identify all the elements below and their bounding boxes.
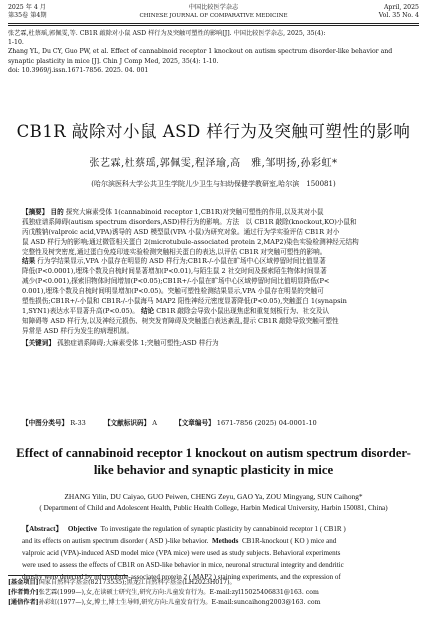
abstract-en-line: were used to assess the effects of CB1R on ASD-like behavior in mice, neuronal structural integrity and dendritic [22, 561, 344, 569]
abstract-cn [22, 208, 404, 348]
citation-en: Zhang YL, Du CY, Guo PW, et al. Effect of cannabinoid receptor 1 knockout on autism spectrum disorder-like behavior and [8, 48, 393, 56]
abstract-en [22, 523, 404, 583]
identifiers-line: 【中图分类号】 R-33 【文献标识码】 A 【文章编号】 1671-7856 (2025) 04-0001-10 [22, 419, 317, 427]
citation-block [8, 29, 419, 75]
abstract-line: 0.001),埋珠个数及自梳时间明显增加(P<0.05)。突触可塑性检测结果显示,VPA 小鼠存在明显的突触可 [22, 287, 324, 296]
keywords-line [22, 339, 404, 349]
abstract-line: 降低(P<0.0001),埋珠个数及自梳时间显著增加(P<0.01),与陌生鼠 2 社交时间及探索陌生物体时间显著 [22, 267, 327, 276]
footnote-fund: [基金项目]国家自然科学基金(82173535);黑龙江自然科学基金(LH2023H017)。 [8, 579, 236, 586]
affiliation-en: ( Department of Child and Adolescent Health, Public Health College, Harbin Medical University, Harbin 150081, China) [39, 504, 388, 512]
abstract-line: 知障碍等 ASD 样行为,以及神经元损伤、树突发育障碍及突触蛋白表达紊乱,提示 CB1R 敲除导致突触可塑性 [22, 316, 339, 325]
citation-cn: 张艺霖,杜蔡瑶,郭佩雯,等. CB1R 敲除对小鼠 ASD 样行为及突触可塑性的影响[J]. 中国比较医学杂志, 2025, 35(4): [8, 30, 326, 37]
abstract-line: 鼠 ASD 样行为的影响;通过微管相关蛋白 2(microtubule-associated protein 2,MAP2)染色实验检测神经元结构 [22, 237, 359, 246]
affiliation-cn: (哈尔滨医科大学公共卫生学院儿少卫生与妇幼保健学教研室,哈尔滨 150081) [91, 180, 336, 188]
footnote-correspondence: [通信作者]孙彩虹(1977—),女,博士,博士生导师,研究方向:儿童发育行为。E-mail:suncaihong2003@163. com [8, 599, 321, 606]
header-rule [8, 23, 419, 24]
abstract-line: 完整性及树突密度,通过蛋白免疫印迹实验检测突触相关蛋白的表达,以评估 CB1R 对突触可塑性的影响。 [22, 247, 327, 256]
abstract-en-line: valproic acid (VPA)-induced ASD model mice (VPA mice) were used as study subjects. Behavioral experiments [22, 549, 341, 557]
doi: doi: 10.3969/j.issn.1671-7856. 2025. 04. 001 [8, 66, 149, 74]
title-en: Effect of cannabinoid receptor 1 knockout on autism spectrum disorder-like behavior and synaptic plasticity in mice [16, 446, 411, 477]
title-cn: CB1R 敲除对小鼠 ASD 样行为及突触可塑性的影响 [16, 122, 411, 141]
authors-cn: 张艺霖,杜蔡瑶,郭佩雯,程泽瑜,高 雅,邹明扬,孙彩虹* [89, 158, 338, 169]
authors-en: ZHANG Yilin, DU Caiyao, GUO Peiwen, CHENG Zeyu, GAO Ya, ZOU Mingyang, SUN Caihong* [64, 492, 363, 501]
abstract-en-line: 【Abstract】 Objective To investigate the regulation of synaptic plasticity by cannabinoid receptor 1 ( CB1R ) [22, 525, 346, 533]
keywords: 孤独症谱系障碍;大麻素受体 1;突触可塑性;ASD 样行为 [57, 338, 219, 347]
abstract-line: 减少(P<0.001),探索旧物体时间增加(P<0.05);CB1R+/-小鼠在旷场中心区域停留时间比值明显降低(P< [22, 277, 330, 286]
abstract-line: 异常是 ASD 样行为发生的病理机制。 [22, 326, 134, 335]
footnote-author: [作者简介]张艺霖(1999—),女,在读硕士研究生,研究方向:儿童发育行为。E-mail:zyl15025406831@163. com [8, 589, 319, 596]
abstract-line: 【摘要】 目的 探究大麻素受体 1(cannabinoid receptor 1,CB1R)对突触可塑性的作用,以及其对小鼠 [22, 208, 324, 216]
header-rule-thin [8, 25, 419, 26]
abstract-line: 孤独症谱系障碍(autism spectrum disorders,ASD)样行为的影响。方法 以 CB1R 敲除(knockout,KO)小鼠和 [22, 217, 357, 226]
abstract-line: 结果 行为学结果显示,VPA 小鼠存在明显的 ASD 样行为;CB1R-/-小鼠在旷场中心区域停留时间比值显著 [22, 257, 326, 266]
keywords-label: 【关键词】 [22, 338, 55, 347]
abstract-line: 塑性损伤;CB1R+/-小鼠和 CB1R-/-小鼠海马 MAP2 阳性神经元密度显著降低(P<0.05),突触蛋白 1(synapsin [22, 297, 347, 306]
abstract-label: 【摘要】 [22, 208, 49, 216]
footnotes [8, 578, 419, 608]
abstract-line: 丙戊酸钠(valproic acid,VPA)诱导的 ASD 模型鼠(VPA 小鼠)为研究对象。通过行为学实验评估 CB1R 对小 [22, 227, 340, 236]
citation-en-cont: synaptic plasticity in mice [J]. Chin J Comp Med, 2025, 35(4): 1-10. [8, 57, 219, 65]
header-right: April, 2025 Vol. 35 No. 4 [378, 4, 419, 19]
citation-cn-cont: 1-10. [8, 39, 24, 47]
abstract-en-line: density were detected by microtubule-associated protein 2 ( MAP2 ) staining experiments, and the expression of [22, 573, 341, 581]
footnote-rule [8, 575, 128, 576]
abstract-en-line: and its effects on autism spectrum disorder ( ASD )-like behavior. Methods CB1R-knockout ( KO ) mice and [22, 537, 337, 545]
abstract-line: 1,SYN1)表达水平显著升高(P<0.05)。 结论 CB1R 敲除会导致小鼠出现焦虑和重复刻板行为、社交及认 [22, 306, 330, 315]
header-left: 2025 年 4 月 第35卷 第4期 [8, 4, 47, 19]
header-center: 中国比较医学杂志 CHINESE JOURNAL OF COMPARATIVE MEDICINE [139, 4, 288, 19]
